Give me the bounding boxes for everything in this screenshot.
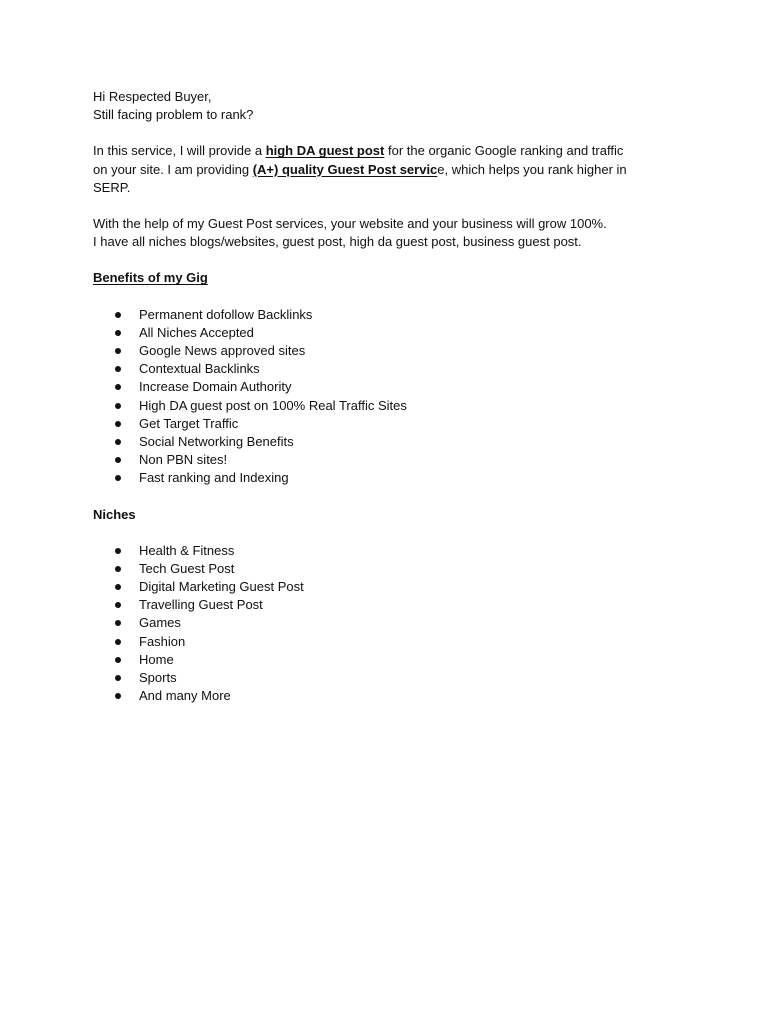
niche-item — [93, 651, 683, 669]
benefit-item-label: Permanent dofollow Backlinks — [139, 306, 313, 322]
bullet-icon — [115, 657, 121, 663]
bullet-icon — [115, 439, 121, 445]
niche-item — [93, 578, 683, 596]
intro-text: for the organic Google ranking and traffic — [384, 143, 624, 159]
quality-service-emphasis: (A+) quality Guest Post servic — [252, 161, 438, 177]
niche-item-label: Home — [139, 651, 174, 667]
niche-item-label: Travelling Guest Post — [139, 597, 263, 613]
bullet-icon — [115, 620, 121, 626]
spacer — [93, 197, 683, 215]
niche-item-label: Tech Guest Post — [139, 560, 235, 576]
bullet-icon — [115, 548, 121, 554]
benefit-item — [93, 306, 683, 324]
benefit-item — [93, 451, 683, 469]
niche-item — [93, 633, 683, 651]
niche-item — [93, 542, 683, 560]
niche-item-label: Sports — [139, 670, 177, 686]
benefit-item-label: All Niches Accepted — [139, 324, 254, 340]
niche-item — [93, 614, 683, 632]
benefit-item-label: Get Target Traffic — [139, 415, 239, 431]
benefit-item — [93, 397, 683, 415]
intro-line-1 — [93, 142, 683, 160]
intro-text: on your site. I am providing — [93, 161, 253, 177]
bullet-icon — [115, 457, 121, 463]
niche-item-label: Health & Fitness — [139, 542, 235, 558]
bullet-icon — [115, 421, 121, 427]
benefit-item — [93, 469, 683, 487]
niche-item-label: Fashion — [139, 633, 186, 649]
benefit-item-label: Fast ranking and Indexing — [139, 470, 289, 486]
bullet-icon — [115, 602, 121, 608]
benefit-item-label: Increase Domain Authority — [139, 379, 292, 395]
spacer — [93, 488, 683, 506]
spacer — [93, 288, 683, 306]
bullet-icon — [115, 475, 121, 481]
bullet-icon — [115, 675, 121, 681]
benefit-item — [93, 433, 683, 451]
spacer — [93, 251, 683, 269]
niche-item — [93, 560, 683, 578]
benefit-item — [93, 342, 683, 360]
intro-text: e, which helps you rank higher in — [437, 161, 627, 177]
intro-text: In this service, I will provide a — [93, 143, 266, 159]
niche-item — [93, 669, 683, 687]
benefit-item — [93, 378, 683, 396]
spacer — [93, 524, 683, 542]
benefit-item-label: Google News approved sites — [139, 343, 306, 358]
niche-item-label: Games — [139, 615, 181, 631]
niches-list — [93, 542, 683, 706]
niche-item-label: Digital Marketing Guest Post — [139, 579, 304, 595]
greeting-line: Hi Respected Buyer, — [93, 89, 212, 104]
benefit-item — [93, 360, 683, 378]
benefit-item-label: High DA guest post on 100% Real Traffic Sites — [139, 397, 407, 413]
niches-heading: Niches — [93, 506, 136, 522]
bullet-icon — [115, 330, 121, 336]
benefit-item — [93, 324, 683, 342]
spacer — [93, 124, 683, 142]
benefit-item-label: Non PBN sites! — [139, 452, 228, 468]
document-page — [93, 88, 683, 705]
benefits-list — [93, 306, 683, 488]
niche-item — [93, 596, 683, 614]
bullet-icon — [115, 639, 121, 645]
bullet-icon — [115, 366, 121, 372]
intro-line-3: SERP. — [93, 179, 131, 195]
intro-line-2 — [93, 161, 683, 179]
high-da-guest-post-emphasis: high DA guest post — [265, 143, 385, 159]
bullet-icon — [115, 403, 121, 409]
growth-line-1: With the help of my Guest Post services, your website and your business will grow 100%. — [93, 216, 607, 232]
growth-line-2: I have all niches blogs/websites, guest post, high da guest post, business guest post. — [93, 234, 582, 250]
benefit-item-label: Social Networking Benefits — [139, 433, 294, 449]
bullet-icon — [115, 348, 121, 354]
bullet-icon — [115, 566, 121, 572]
benefit-item-label: Contextual Backlinks — [139, 361, 260, 377]
bullet-icon — [115, 312, 121, 318]
bullet-icon — [115, 384, 121, 390]
question-line: Still facing problem to rank? — [93, 107, 254, 123]
niche-item-label: And many More — [139, 688, 231, 704]
benefits-heading: Benefits of my Gig — [93, 270, 208, 286]
bullet-icon — [115, 584, 121, 590]
bullet-icon — [115, 693, 121, 699]
benefit-item — [93, 415, 683, 433]
niche-item — [93, 687, 683, 705]
